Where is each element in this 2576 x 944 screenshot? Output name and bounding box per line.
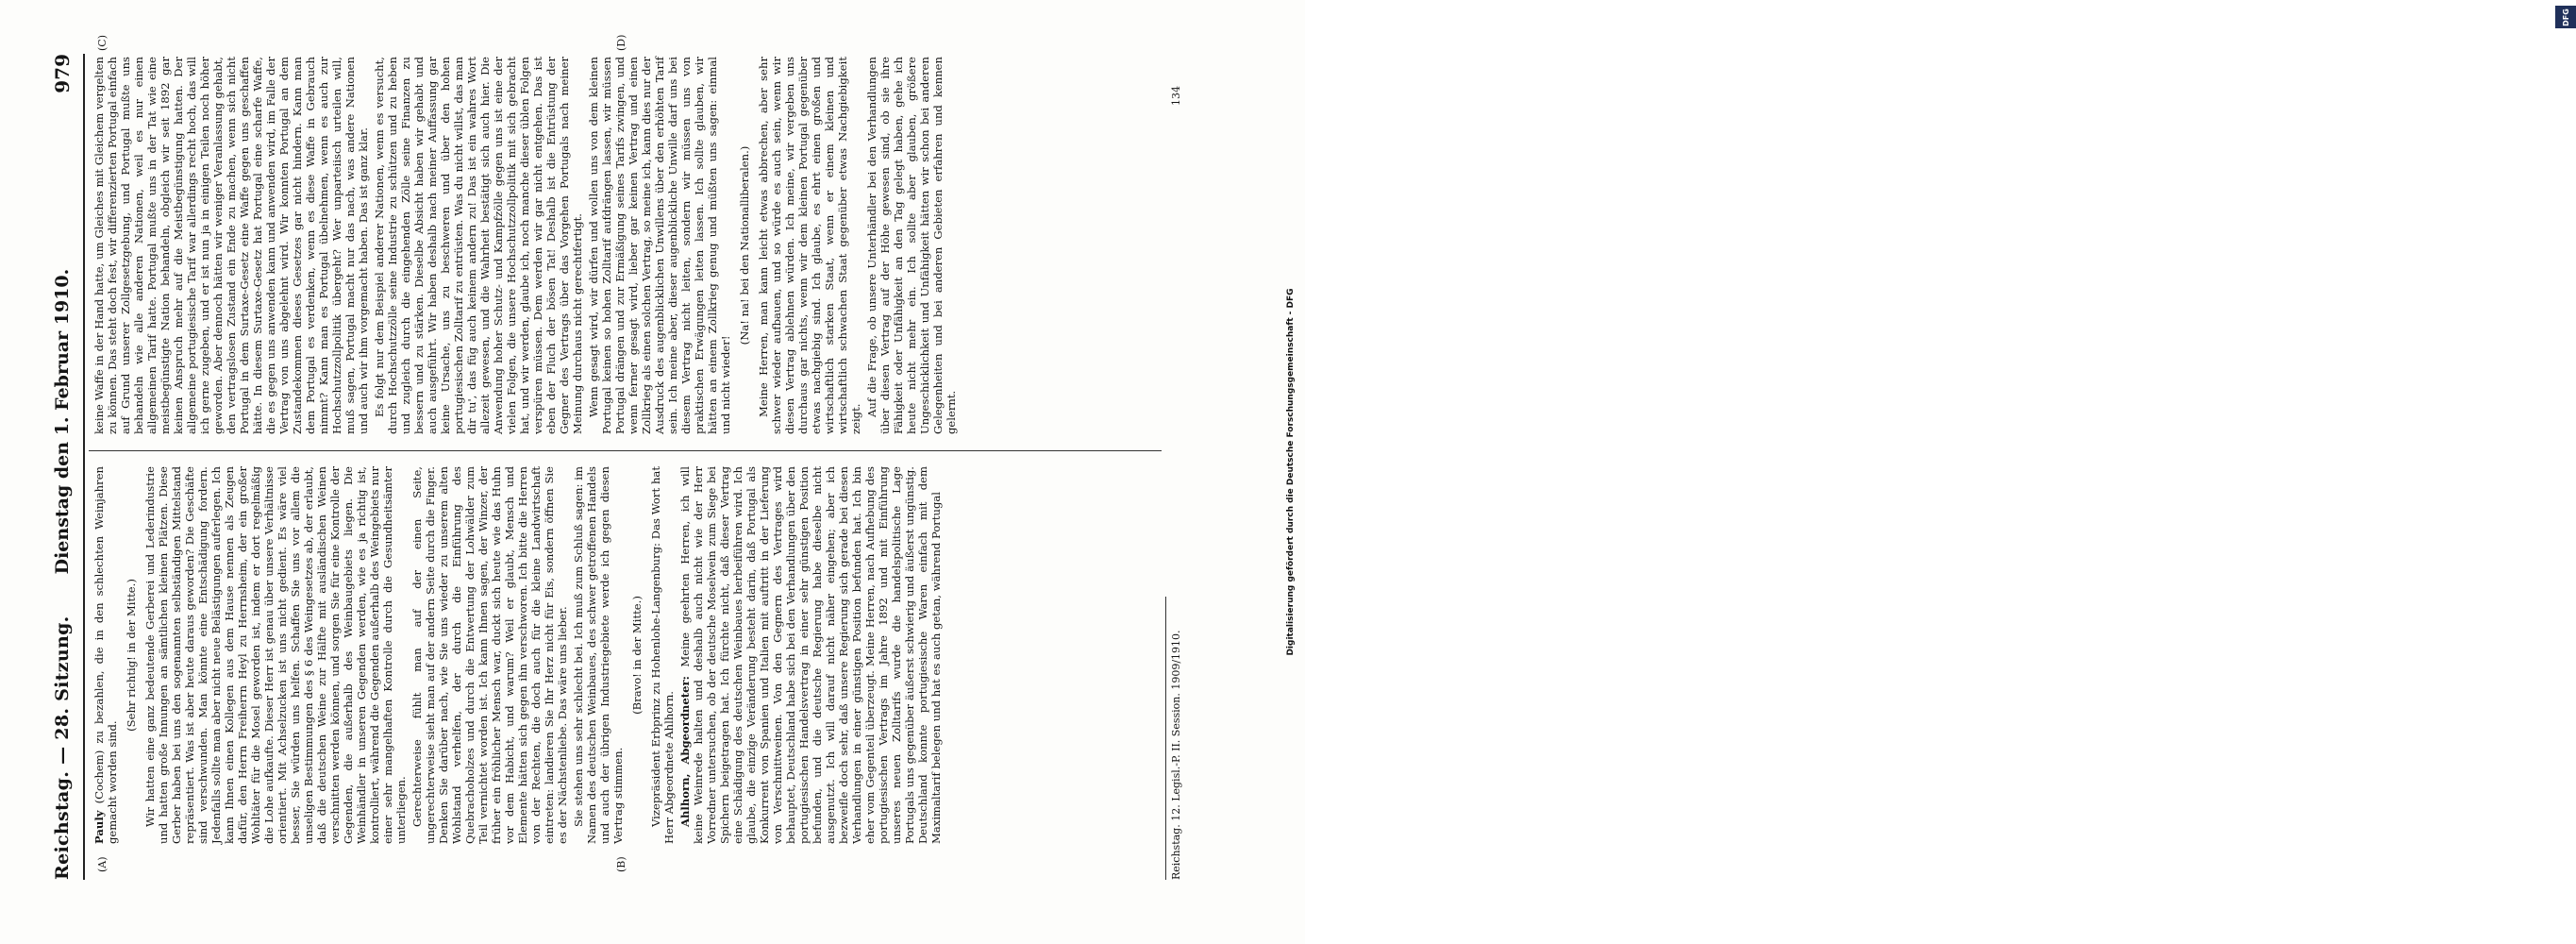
speaker-name: Pauly: [92, 810, 106, 844]
header-rule: [83, 54, 85, 880]
paragraph: Meine Herren, man kann leicht etwas abbrechen, aber sehr schwer wieder aufbauen, und so würde es auch sein, wenn wir diesen Vertrag ablehnen würden. Ich meine, wir vergeben uns durchaus gar nichts, wenn wir dem kleinen Portugal gegenüber etwas nachgiebig sind. Ich glaube, es ehrt einen großen und wirtschaftlich starken Staat, wenn er einem kleinen und wirtschaftlich schwachen Staat gegenüber etwas Nachgiebigkeit zeigt.: [757, 57, 862, 434]
opening-text: zu bezahlen, die in den schlechten Weinjahren gemacht worden sind.: [92, 465, 119, 844]
applause: (Bravo! in der Mitte.): [630, 596, 644, 715]
speaker-paragraph: [678, 466, 943, 844]
header-left: Reichstag. — 28. Sitzung.: [52, 615, 73, 880]
paragraph: Gerechterweise fühlt man auf der einen Seite, ungerechterweise sieht man auf der andern Seite durch die Finger. Denken Sie darüber nach, wie Sie uns wieder zu unserem alten Wohlstand verhelfen, der durch die Einführung des Quebrachoholzes und durch die Entwertung der Lohwälder zum Teil vernichtet worden ist. Ich kann Ihnen sagen, der Winzer, der früher ein fröhlicher Mensch war, duckt sich heute wie das Huhn vor dem Habicht, und warum? Weil er glaubt, Mensch und Elemente hätten sich gegen ihn verschworen. Ich bitte die Herren von der Rechten, die doch auch für die kleine Landwirtschaft eintreten: landieren Sie Ihr Herz nicht für Eis, sondern öffnen Sie es der Nächstenliebe. Das wäre uns lieber.: [410, 466, 569, 844]
speaker-constituency: (Cochem): [92, 750, 106, 804]
footer-session: Reichstag. 12. Legisl.-P. II. Session. 1909/1910.: [1170, 630, 1182, 880]
header-page-number: 979: [51, 54, 74, 93]
rotated-document: [38, 25, 1248, 918]
footer-rule: [1165, 597, 1166, 880]
paragraph: Sie stehen uns sehr schlecht bei. Ich muß zum Schluß sagen: im Namen des deutschen Weinbaues, des schwer getroffenen Handels und auch der übrigen Industriegebiete werde ich gegen diesen Vertrag stimmen.: [572, 466, 625, 844]
speaker-name: Ahlhorn, Abgeordneter:: [678, 676, 692, 827]
margin-marker-a: (A): [96, 856, 109, 872]
header-date: Dienstag den 1. Februar 1910.: [52, 268, 73, 575]
margin-marker-c: (C): [96, 35, 109, 51]
paragraph: Meine geehrten Herren, ich will keine Weinrede halten und deshalb auch nicht wie der Herr Vorredner untersuchen, ob der deutsche Moselwein zum Siege bei Spichern beigetragen hat. Ich fürchte nicht, daß dieser Vertrag eine Schädigung des deutschen Weinbaues herbeiführen wird. Ich glaube, die einzige Veränderung besteht darin, daß Portugal als Konkurrent von Spanien und Italien mit auftritt in der Lieferung von Verschnittweinen. Von den Gegnern des Vertrages wird behauptet, Deutschland habe sich bei den Verhandlungen über den portugiesischen Handelsvertrag in einer sehr günstigen Position befunden, und die deutsche Regierung habe dieselbe nicht ausgenutzt. Ich will darauf nicht näher eingehen; aber ich bezweifle doch sehr, daß unsere Regierung sich gerade bei diesen Verhandlungen in einer günstigen Position befunden hat. Ich bin eher vom Gegenteil überzeugt. Meine Herren, nach Aufhebung des portugiesischen Vertrags im Jahre 1892 und mit Einführung unseres neuen Zolltarifs wurde die handelspolitische Lage Portugals uns gegenüber äußerst schwierig und äußerst ungünstig. Deutschland konnte portugiesische Waren einfach mit dem Maximaltarif belegen und hat es auch getan, während Portugal: [678, 465, 943, 844]
dfg-logo-icon: [2555, 6, 2576, 28]
interjection: (Na! na! bei den Nationalliberalen.): [738, 145, 751, 346]
margin-marker-b: (B): [615, 856, 627, 872]
digitization-note: Digitalisierung gefördert durch die Deutsche Forschungsgemeinschaft - DFG: [1286, 288, 1296, 656]
interjection: (Sehr richtig! in der Mitte.): [125, 579, 138, 732]
column-left: [92, 466, 1158, 844]
column-right: [92, 57, 1158, 434]
margin-marker-d: (D): [615, 34, 627, 51]
page-header: [43, 54, 81, 880]
paragraph: keine Waffe in der Hand hatte, um Gleiches mit Gleichem vergelten zu können. Das steht doch fest, wir differenzierten Portugal einfach auf Grund unserer Zollgesetzgebung, und Portugal mußte uns behandeln wie alle anderen Nationen, weil es nur einen allgemeinen Tarif hatte. Portugal mußte uns in der Tat wie eine meistbegünstigte Nation behandeln, obgleich wir seit 1892 gar keinen Anspruch mehr auf die Meistbegünstigung hatten. Der allgemeine portugiesische Tarif war allerdings recht hoch, das will ich gerne zugeben, und er ist nun ja in einigen Teilen noch höher geworden. Aber dennoch hätten wir weniger Veranlassung gehabt, den vertragslosen Zustand ein Ende zu machen, wenn sich nicht Portugal in dem Surtaxe-Gesetz eine Waffe gegen uns geschaffen hätte. In diesem Surtaxe-Gesetz hat Portugal eine scharfe Waffe, die es gegen uns anwenden kann und anwenden wird, im Falle der Vertrag von uns abgelehnt wird. Wir konnten Portugal an dem Zustandekommen dieses Gesetzes gar nicht hindern. Kann man dem Portugal es verdenken, wenn es diese Waffe in Gebrauch nimmt? Kann man es Portugal übelnehmen, wenn es auch zur Hochschutzzollpolitik übergeht? Wer unparteiisch urteilen will, muß sagen, Portugal macht nur das nach, was andere Nationen und auch wir ihm vorgemacht haben. Das ist ganz klar.: [92, 57, 370, 434]
paragraph: Es folgt nur dem Beispiel anderer Nationen, wenn es versucht, durch Hochschutzzölle seine Industrie zu schützen und zu heben und zugleich durch die eingehenden Zölle seine Finanzen zu bessern und zu stärken. Dieselbe Absicht haben wir gehabt und auch ausgeführt. Wir haben deshalb nach meiner Auffassung gar keine Ursache, uns zu beschweren und über den hohen portugiesischen Zolltarif zu entrüsten. Was du nicht willst, das man dir tu', das füg auch keinem andern zu! Das ist ein wahres Wort allezeit gewesen, und die Wahrheit bestätigt sich auch hier. Die Anwendung hoher Schutz- und Kampfzölle gegen uns ist eine der vielen Folgen, die unsere Hochschutzzollpolitik mit sich gebracht hat, und wir werden, glaube ich, noch manche dieser üblen Folgen verspüren müssen. Dem werden wir gar nicht entgehen. Das ist eben der Fluch der bösen Tat! Deshalb ist die Entrüstung der Gegner des Vertrags über das Vorgehen Portugals nach meiner Meinung durchaus nicht gerechtfertigt.: [373, 57, 584, 434]
vice-president-line: Vizepräsident Erbprinz zu Hohenlohe-Langenburg: Das Wort hat Herr Abgeordnete Ahlhorn.: [649, 466, 676, 844]
paragraph: Wenn gesagt wird, wir dürfen und wollen uns von dem kleinen Portugal keinen so hohen Zolltarif aufdrängen lassen, wir müssen Portugal drängen und zur Ermäßigung seines Tarifs zwingen, und wenn ferner gesagt wird, lieber gar keinen Vertrag und einen Zollkrieg als einen solchen Vertrag, so meine ich, kann dies nur der Ausdruck des augenblicklichen Unwillens über den erhöhten Tarif sein. Ich meine aber, dieser augenblickliche Unwille darf uns bei diesem Vertrag nicht leiten, sondern wir müssen uns von praktischen Erwägungen leiten lassen. Ich sollte glauben, wir hätten an einem Zollkrieg genug und müßten uns sagen: einmal und nicht wieder!: [587, 57, 732, 434]
column-divider: [89, 450, 1162, 451]
speaker-header: [92, 466, 119, 844]
footer-page-code: 134: [1170, 86, 1182, 106]
paragraph: Auf die Frage, ob unsere Unterhändler bei den Verhandlungen über diesen Vertrag auf der Höhe gewesen sind, ob sie ihre Fähigkeit oder Unfähigkeit an den Tag gelegt haben, gehe ich heute nicht mehr ein. Ich sollte aber glauben, größere Ungeschicklichkeit und Unfähigkeit hätten wir schon bei anderen Gelegenheiten und bei anderen Gebieten erfahren und kennen gelernt.: [865, 57, 958, 434]
dfg-logo-text: DFG: [2561, 8, 2570, 26]
paragraph: Wir hatten eine ganz bedeutende Gerberei und Lederindustrie und hatten große Innungen an sämtlichen kleinen Plätzen. Diese Gerber haben bei uns den sogenannten selbständigen Mittelstand repräsentiert. Was ist aber heute daraus geworden? Die Geschäfte sind verschwunden. Man könnte eine Entschädigung fordern. Jedenfalls sollte man aber nicht neue Belästigungen auferlegen. Ich kann Ihnen einen Kollegen aus dem Hause nennen als Zeugen dafür, den Herrn Freiherrn Heyl zu Herrnsheim, der ein großer Wohltäter für die Mosel geworden ist, indem er dort regelmäßig die Lohe aufkaufte. Dieser Herr ist genau über unsere Verhältnisse orientiert. Mit Achselzucken ist uns nicht gedient. Es wäre viel besser, Sie würden uns helfen. Schaffen Sie uns vor allem die unseligen Bestimmungen des § 6 des Weingesetzes ab, der erlaubt, daß die deutschen Weine zur Hälfte mit ausländischen Weinen verschnitten werden können, und sorgen Sie für eine Kontrolle der Gegenden, die außerhalb des Weinbaugebiets liegen. Die Weinhändler in unseren Gegenden werden, wie es ja richtig ist, kontrolliert, während die Gegenden außerhalb des Weingebiets nur einer sehr mangelhaften Kontrolle durch die Gesundheitsämter unterliegen.: [143, 466, 408, 844]
